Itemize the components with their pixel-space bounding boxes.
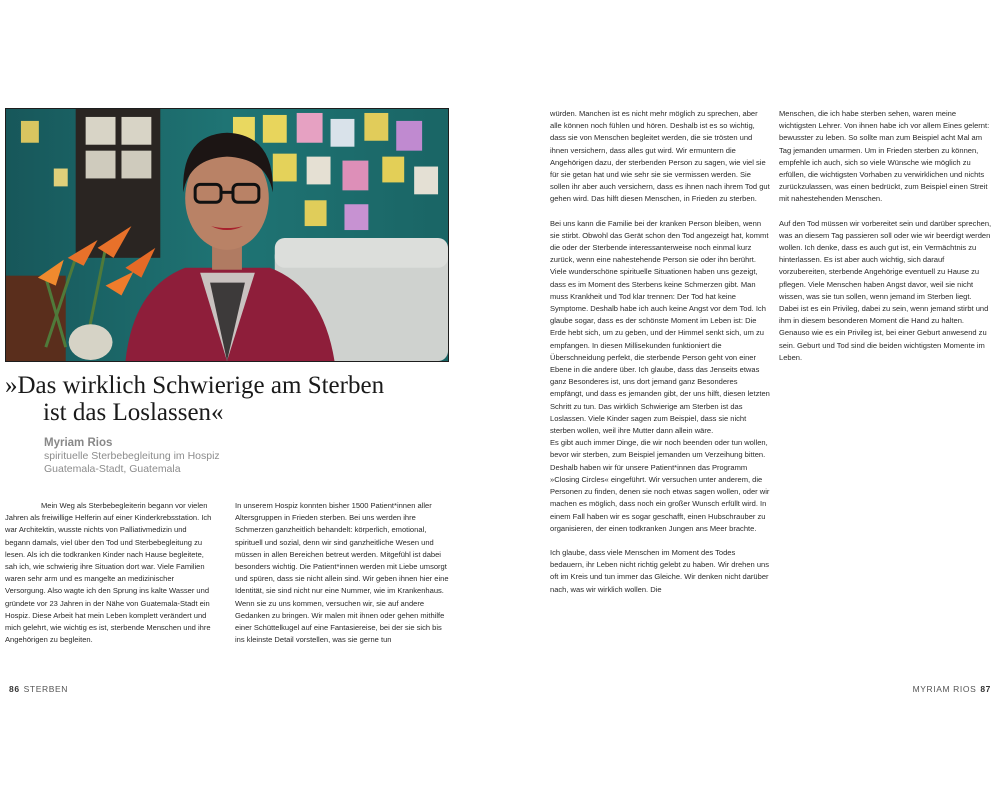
footer-right (913, 684, 995, 694)
section-name: STERBEN (23, 684, 69, 694)
paragraph: In unserem Hospiz konnten bisher 1500 Patient*innen aller Altersgruppen in Frieden sterben. Bei uns werden ihre Schmerzen ganzheitlich behandelt: körperlich, emotional, spirituell und sozial, denn wir sind ganzheitliche Wesen und müssen in allen Bereichen betreut werden. Mitgefühl ist dabei besonders wichtig. Die Patient*innen werden mit Liebe umsorgt und spüren, dass sie nicht allein sind. Wir geben ihnen hier eine Identität, sie sind nicht nur eine Nummer, wie im Krankenhaus. Wenn sie zu uns kommen, versuchen wir, sie auf andere Gedanken zu bringen. Wir malen mit ihnen oder gehen mithilfe einer Schüttelkugel auf eine Fantasiereise, bei der sie sich bis ins kleinste Detail vorstellen, was sie gerne tun (235, 501, 449, 645)
text-column-4 (779, 108, 993, 364)
headline-line-2: ist das Loslassen« (43, 399, 224, 426)
text-column-3 (550, 108, 770, 596)
portrait-photo (5, 108, 449, 362)
author-role-line-1: spirituelle Sterbebegleitung im Hospiz (44, 450, 220, 462)
paragraph: Ich glaube, dass viele Menschen im Moment des Todes bedauern, ihr Leben nicht richtig gelebt zu haben. Wir drehen uns oft im Kreis und tun immer das Gleiche. Wir denken nicht darüber nach, was wir wirklich wollen. Die (550, 547, 769, 594)
page-number-right: 87 (980, 684, 991, 694)
paragraph: Auf den Tod müssen wir vorbereitet sein und darüber sprechen, was an diesem Tag passieren soll oder wie wir beerdigt werden wollen. Ich denke, dass es auch gut ist, ein Vermächtnis zu hinterlassen. Es ist aber auch wichtig, sich darauf vorzubereiten, sterbende Angehörige eventuell zu Hause zu pflegen. Viele Menschen haben Angst davor, weil sie nicht wissen, was sie tun sollen, wenn jemand im Sterben liegt. Dabei ist es ein Privileg, dabei zu sein, wenn jemand stirbt und ihm in diesem besonderen Moment die Hand zu halten. Genauso wie es ein Privileg ist, bei einer Geburt anwesend zu sein. Geburt und Tod sind die beiden wichtigsten Momente im Leben. (779, 218, 992, 362)
paragraph: Bei uns kann die Familie bei der kranken Person bleiben, wenn sie stirbt. Obwohl das Gerät schon den Tod angezeigt hat, kommt die oder der Sterbende interessanterweise noch einmal kurz zurück, wenn eine nahestehende Person sie oder ihn berührt. Viele wunderschöne spirituelle Situationen haben uns gezeigt, dass es im Moment des Sterbens keine Schmerzen gibt. Man muss Krankheit und Tod klar trennen: Der Tod hat keine Symptome. Deshalb habe ich auch keine Angst vor dem Tod. Ich glaube sogar, dass es der schönste Moment im Leben ist: Die Erde hebt sich, um zu geben, und der Himmel senkt sich, um zu empfangen. In diesen Millisekunden funktioniert die Überschneidung perfekt, die sterbende Person geht von einer Ebene in die andere über. Ich glaube, dass das Jenseits etwas ganz Besonderes ist, uns dort jemand ganz Besonderes empfängt, und dass es jemanden gibt, der uns hilft, diesen letzten Schritt zu tun. Das wirklich Schwierige am Sterben ist das Loslassen. Viele Kinder sagen zum Beispiel, dass sie nicht sterben wollen, weil ihre Mutter dann allein wäre. (550, 218, 770, 436)
text-column-1 (5, 500, 213, 646)
author-block (44, 436, 344, 476)
footer-left (5, 684, 68, 694)
paragraph: Menschen, die ich habe sterben sehen, waren meine wichtigsten Lehrer. Von ihnen habe ich vor allem Eines gelernt: bewusster zu leben. So sollte man zum Beispiel acht Mal am Tag jemanden umarmen. Um in Frieden sterben zu können, empfehle ich auch, sich so viele Wünsche wie möglich zu erfüllen, die wichtigsten Vorhaben zu verwirklichen und nichts zurückzulassen, was einen bedrückt, zum Beispiel einen Streit mit nahestehenden Menschen. (779, 109, 990, 204)
paragraph: Mein Weg als Sterbebegleiterin begann vor vielen Jahren als freiwillige Helferin auf einer Kinderkrebsstation. Ich war Architektin, wusste nichts von Palliativmedizin und begann damals, viel über den Tod und Sterbebegleitung zu lesen. Als ich die todkranken Kinder nach Hause begleitete, sah ich, wie schwierig ihre Situation dort war. Viele Familien waren sehr arm und es mangelte an medizinischer Versorgung. Also wagte ich den Sprung ins kalte Wasser und gründete vor 23 Jahren in der Nähe von Guatemala-Stadt ein Hospiz. Diese Arbeit hat mein Leben komplett verändert und mich gelehrt, wie wichtig es ist, sterbende Menschen und ihre Angehörigen zu begleiten. (5, 501, 212, 645)
paragraph: würden. Manchen ist es nicht mehr möglich zu sprechen, aber alle können noch fühlen und hören. Deshalb ist es so wichtig, dass sie von Menschen begleitet werden, die sie trösten und ihnen versichern, dass alles gut wird. Wir ermuntern die Angehörigen dazu, der sterbenden Person zu sagen, wie viel sie für sie getan hat und wie sehr sie sie vermissen werden. Sie sollen ihr aber auch versichern, dass es ihnen nach ihrem Tod gut gehen wird. Das hilft diesen Menschen, in Frieden zu sterben. (550, 109, 770, 204)
text-column-2 (235, 500, 449, 646)
author-name: Myriam Rios (44, 437, 113, 449)
author-role-line-2: Guatemala-Stadt, Guatemala (44, 463, 181, 475)
portrait-illustration (6, 109, 448, 361)
headline-line-1: »Das wirklich Schwierige am Sterben (5, 372, 385, 399)
article-headline (5, 372, 445, 426)
running-title: MYRIAM RIOS (912, 684, 977, 694)
paragraph: Es gibt auch immer Dinge, die wir noch beenden oder tun wollen, bevor wir sterben, zum Beispiel jemanden um Verzeihung bitten. Deshalb haben wir für unsere Patient*innen das Programm »Closing Circles« eingeführt. Wir versuchen unter anderem, die Personen zu finden, denen sie noch etwas sagen wollen, oder wir machen es möglich, dass noch ein großer Wunsch erfüllt wird. In einem Fall haben wir es sogar geschafft, einen Hubschrauber zu organisieren, der einen todkranken Jungen ans Meer brachte. (550, 438, 770, 533)
page-number-left: 86 (9, 684, 20, 694)
